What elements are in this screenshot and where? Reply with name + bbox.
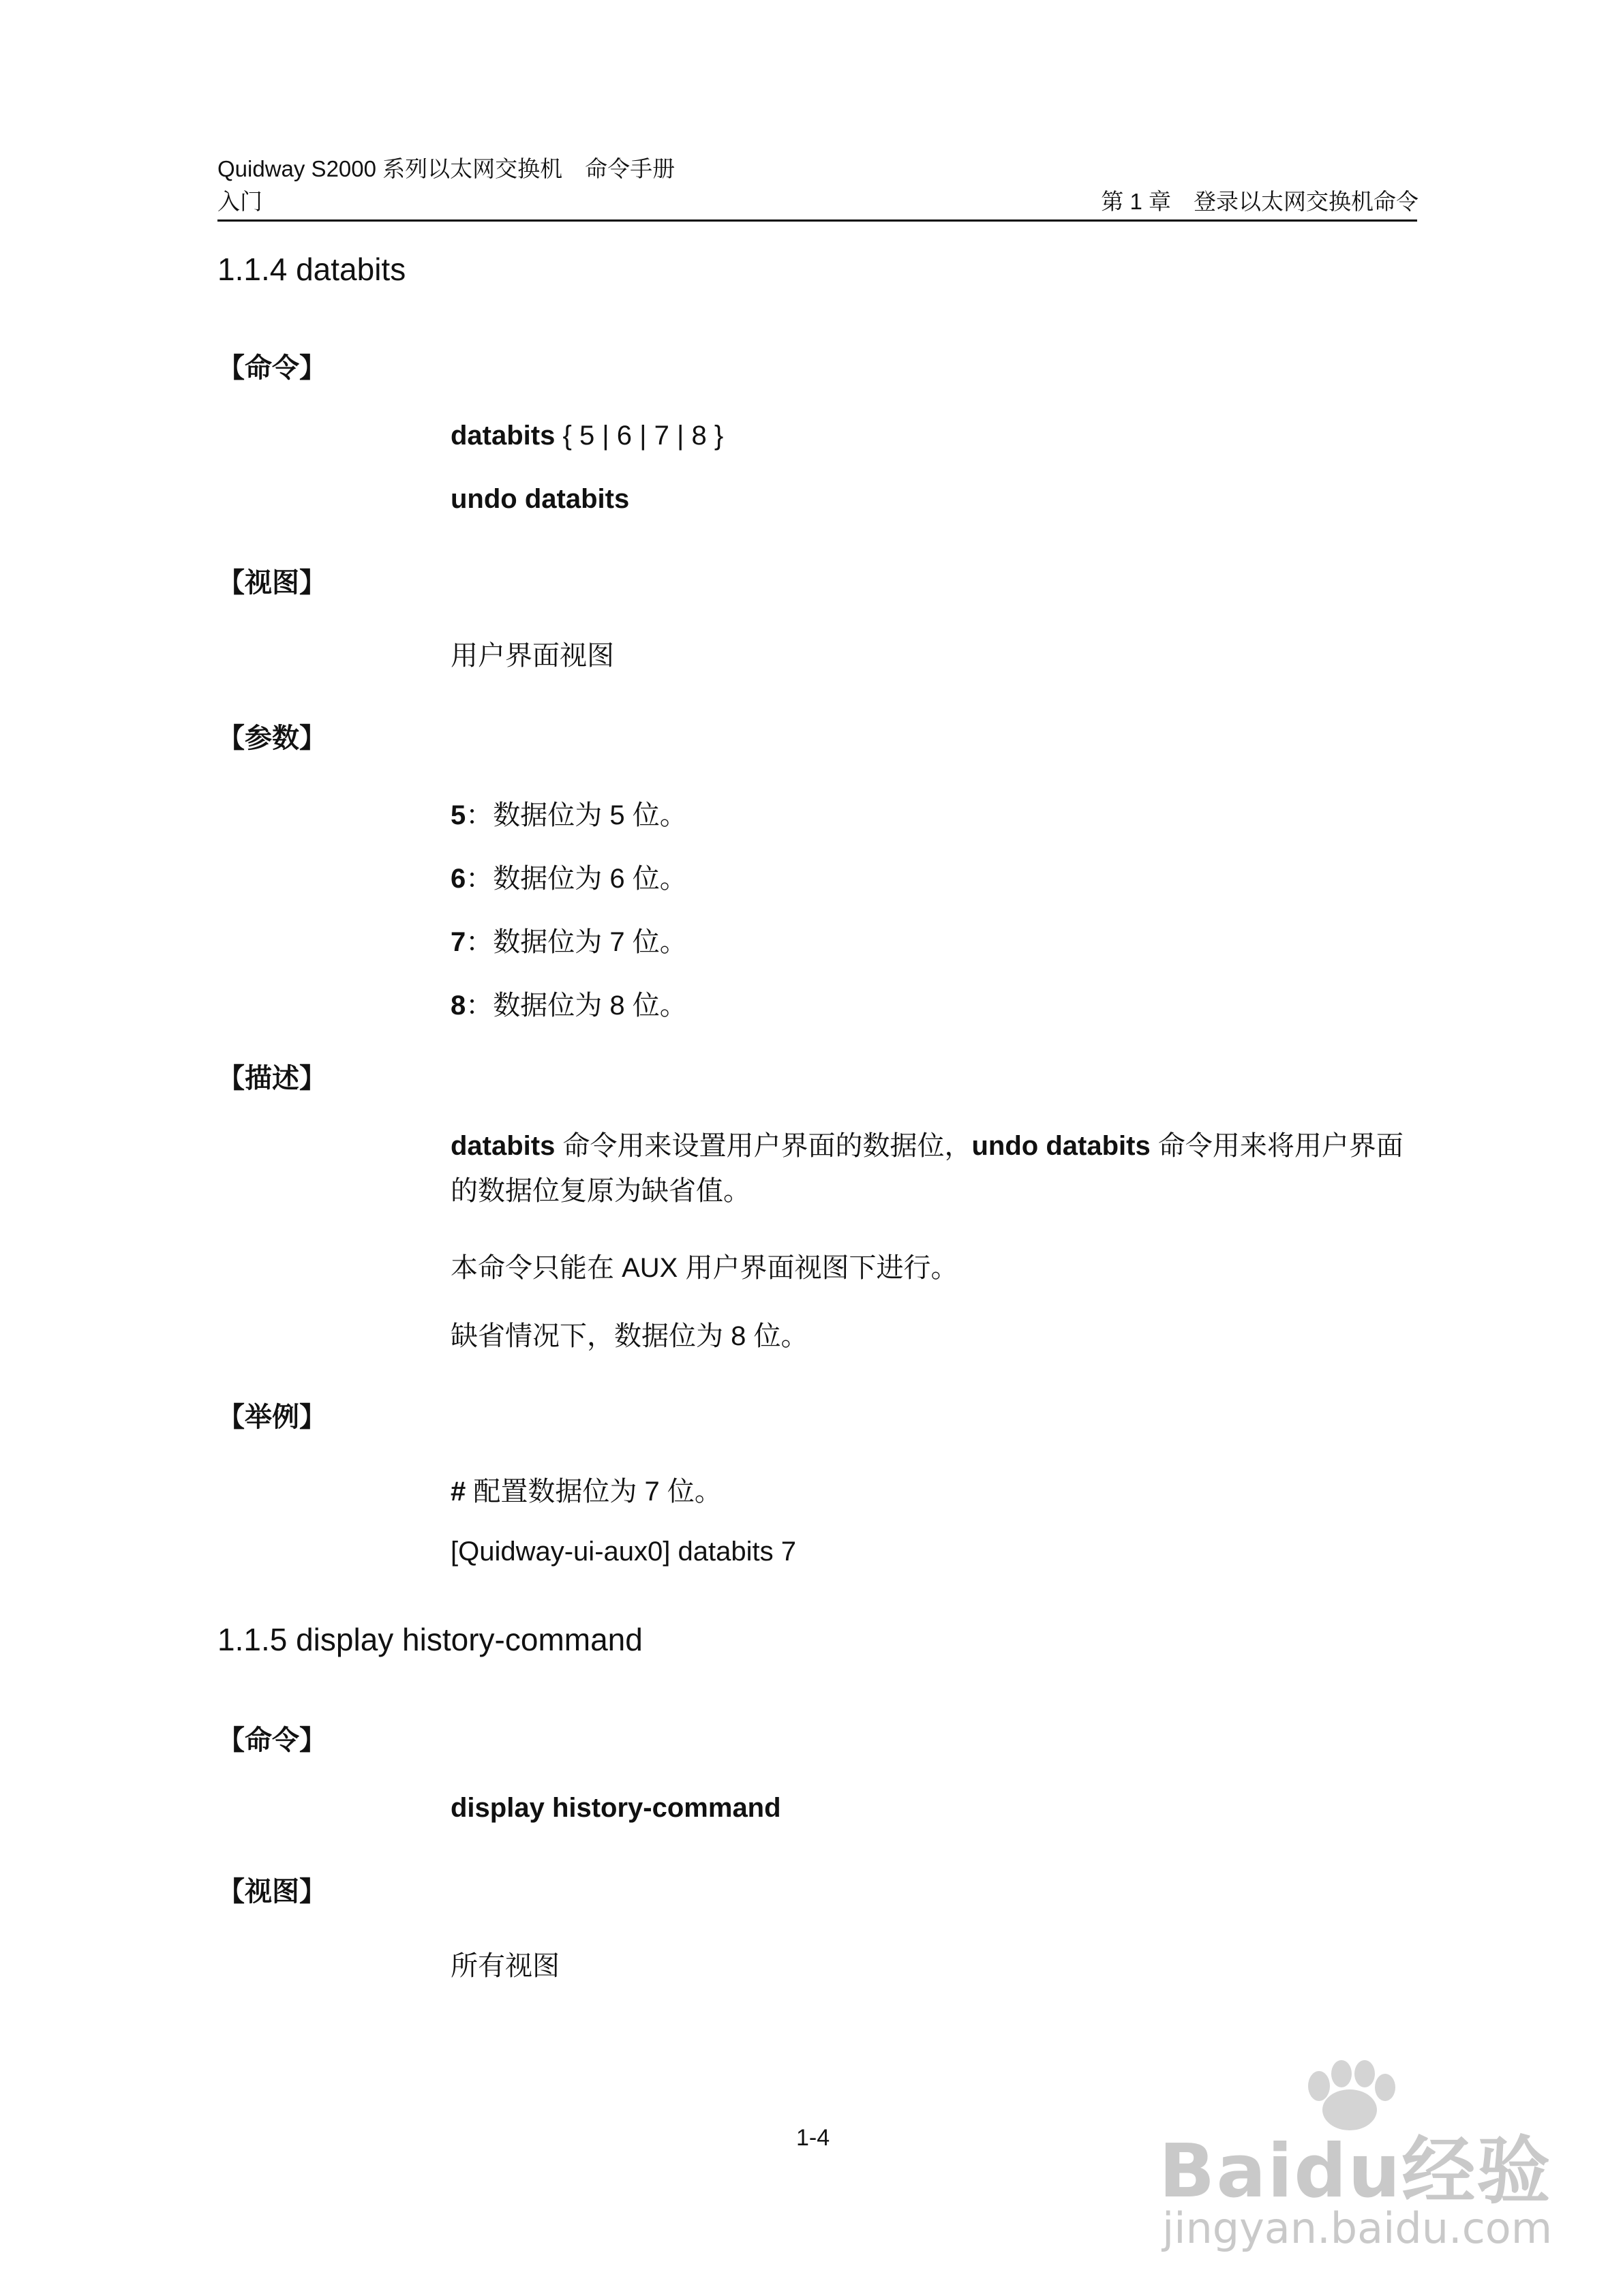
view-text: 用户界面视图 (451, 641, 614, 671)
param-text: ：数据位为 5 位。 (466, 800, 687, 830)
example-comment (451, 1470, 722, 1509)
header-rule (217, 220, 1417, 222)
view-tag: 【视图】 (217, 1877, 327, 1907)
example-hash: # (451, 1477, 466, 1507)
param-item (451, 794, 687, 832)
header-subtitle: 入门 (217, 189, 262, 214)
section-title-display-history-command: 1.1.5 display history-command (217, 1622, 643, 1657)
description-line: 本命令只能在 AUX 用户界面视图下进行。 (451, 1253, 958, 1283)
param-key: 8 (451, 991, 466, 1021)
view-text: 所有视图 (451, 1951, 560, 1981)
param-text: ：数据位为 6 位。 (466, 864, 687, 894)
param-item (451, 984, 687, 1023)
header-chapter: 第 1 章 登录以太网交换机命令 (1101, 189, 1419, 214)
command-syntax (451, 421, 723, 451)
watermark-url: jingyan.baidu.com (1162, 2203, 1553, 2253)
undo-command: undo databits (451, 484, 630, 514)
description-tag: 【描述】 (217, 1063, 327, 1093)
description-line: 缺省情况下，数据位为 8 位。 (451, 1321, 808, 1351)
param-key: 7 (451, 927, 466, 957)
example-comment-text: 配置数据位为 7 位。 (466, 1477, 722, 1507)
page-number: 1-4 (796, 2125, 830, 2151)
command-keyword: databits (451, 421, 556, 451)
example-tag: 【举例】 (217, 1402, 327, 1432)
param-text: ：数据位为 7 位。 (466, 927, 687, 957)
command-tag: 【命令】 (217, 1725, 327, 1755)
watermark-brand: Baidu经验 (1159, 2129, 1552, 2214)
param-item (451, 920, 687, 959)
desc-keyword-1: databits (451, 1131, 556, 1161)
desc-keyword-2: undo databits (971, 1131, 1151, 1161)
command-args: { 5 | 6 | 7 | 8 } (555, 421, 724, 451)
param-item (451, 857, 687, 896)
param-tag: 【参数】 (217, 723, 327, 753)
header-title: Quidway S2000 系列以太网交换机 命令手册 (217, 156, 676, 181)
command-tag: 【命令】 (217, 353, 327, 383)
description-paragraph (451, 1123, 1419, 1213)
command-syntax: display history-command (451, 1793, 781, 1823)
example-command: [Quidway-ui-aux0] databits 7 (451, 1537, 796, 1567)
section-title-databits: 1.1.4 databits (217, 252, 406, 287)
param-text: ：数据位为 8 位。 (466, 991, 687, 1021)
view-tag: 【视图】 (217, 568, 327, 598)
desc-text-2: 命令用来将用户界面的数据位复原为缺省值。 (451, 1131, 1404, 1206)
desc-text-1: 命令用来设置用户界面的数据位， (555, 1131, 972, 1161)
param-key: 6 (451, 864, 466, 894)
param-key: 5 (451, 800, 466, 830)
